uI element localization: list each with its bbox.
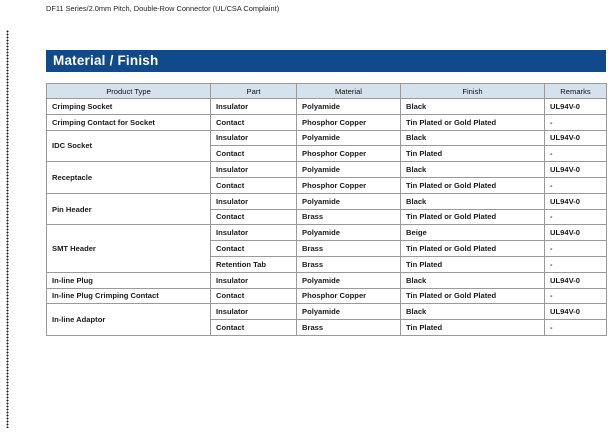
cell-finish: Black: [401, 162, 545, 178]
cell-part: Contact: [211, 177, 297, 193]
cell-part: Contact: [211, 241, 297, 257]
table-row: [47, 272, 607, 288]
cell-finish: Tin Plated: [401, 320, 545, 336]
table-row: [47, 193, 607, 209]
cell-finish: Tin Plated or Gold Plated: [401, 288, 545, 304]
table-body: [47, 99, 607, 336]
cell-part: Contact: [211, 209, 297, 225]
cell-remarks: UL94V-0: [545, 162, 607, 178]
table-row: [47, 288, 607, 304]
table-row: [47, 162, 607, 178]
cell-remarks: UL94V-0: [545, 193, 607, 209]
cell-finish: Black: [401, 304, 545, 320]
dotted-margin-rule: [6, 30, 9, 428]
cell-part: Insulator: [211, 99, 297, 115]
cell-remarks: UL94V-0: [545, 225, 607, 241]
cell-part: Contact: [211, 320, 297, 336]
cell-material: Brass: [297, 209, 401, 225]
cell-product-type: In-line Plug Crimping Contact: [47, 288, 211, 304]
column-header-remarks: Remarks: [545, 84, 607, 99]
page-header: DF11 Series/2.0mm Pitch, Double-Row Connector (UL/CSA Complaint): [46, 4, 280, 13]
cell-part: Insulator: [211, 193, 297, 209]
cell-material: Polyamide: [297, 272, 401, 288]
cell-product-type: SMT Header: [47, 225, 211, 272]
table-row: [47, 225, 607, 241]
cell-material: Polyamide: [297, 162, 401, 178]
column-header-product-type: Product Type: [47, 84, 211, 99]
cell-material: Brass: [297, 320, 401, 336]
cell-part: Insulator: [211, 272, 297, 288]
section-title: Material / Finish: [46, 50, 606, 72]
cell-part: Insulator: [211, 304, 297, 320]
cell-finish: Black: [401, 130, 545, 146]
cell-part: Insulator: [211, 130, 297, 146]
cell-finish: Tin Plated or Gold Plated: [401, 209, 545, 225]
cell-part: Insulator: [211, 225, 297, 241]
table-header-row: [47, 84, 607, 99]
cell-remarks: -: [545, 177, 607, 193]
column-header-part: Part: [211, 84, 297, 99]
cell-material: Polyamide: [297, 304, 401, 320]
cell-remarks: -: [545, 256, 607, 272]
cell-remarks: -: [545, 288, 607, 304]
cell-part: Retention Tab: [211, 256, 297, 272]
cell-product-type: Crimping Contact for Socket: [47, 114, 211, 130]
cell-material: Brass: [297, 256, 401, 272]
table-row: [47, 130, 607, 146]
table-row: [47, 99, 607, 115]
cell-material: Polyamide: [297, 193, 401, 209]
cell-product-type: Crimping Socket: [47, 99, 211, 115]
column-header-finish: Finish: [401, 84, 545, 99]
cell-remarks: UL94V-0: [545, 130, 607, 146]
cell-remarks: UL94V-0: [545, 99, 607, 115]
cell-product-type: In-line Adaptor: [47, 304, 211, 336]
cell-finish: Tin Plated: [401, 256, 545, 272]
cell-material: Phosphor Copper: [297, 177, 401, 193]
cell-product-type: Receptacle: [47, 162, 211, 194]
cell-finish: Tin Plated or Gold Plated: [401, 241, 545, 257]
cell-product-type: IDC Socket: [47, 130, 211, 162]
cell-material: Polyamide: [297, 225, 401, 241]
cell-material: Polyamide: [297, 130, 401, 146]
cell-remarks: -: [545, 209, 607, 225]
cell-finish: Tin Plated or Gold Plated: [401, 177, 545, 193]
cell-material: Phosphor Copper: [297, 288, 401, 304]
cell-material: Brass: [297, 241, 401, 257]
cell-finish: Black: [401, 193, 545, 209]
cell-remarks: -: [545, 241, 607, 257]
cell-material: Phosphor Copper: [297, 146, 401, 162]
cell-material: Phosphor Copper: [297, 114, 401, 130]
cell-part: Contact: [211, 146, 297, 162]
cell-remarks: -: [545, 114, 607, 130]
table-row: [47, 304, 607, 320]
cell-product-type: Pin Header: [47, 193, 211, 225]
cell-remarks: -: [545, 320, 607, 336]
cell-product-type: In-line Plug: [47, 272, 211, 288]
cell-finish: Tin Plated or Gold Plated: [401, 114, 545, 130]
cell-material: Polyamide: [297, 99, 401, 115]
cell-remarks: UL94V-0: [545, 304, 607, 320]
cell-finish: Black: [401, 272, 545, 288]
column-header-material: Material: [297, 84, 401, 99]
cell-finish: Black: [401, 99, 545, 115]
cell-remarks: -: [545, 146, 607, 162]
cell-part: Contact: [211, 114, 297, 130]
cell-part: Contact: [211, 288, 297, 304]
cell-part: Insulator: [211, 162, 297, 178]
cell-finish: Beige: [401, 225, 545, 241]
cell-finish: Tin Plated: [401, 146, 545, 162]
cell-remarks: UL94V-0: [545, 272, 607, 288]
material-finish-table: [46, 83, 607, 336]
table-row: [47, 114, 607, 130]
